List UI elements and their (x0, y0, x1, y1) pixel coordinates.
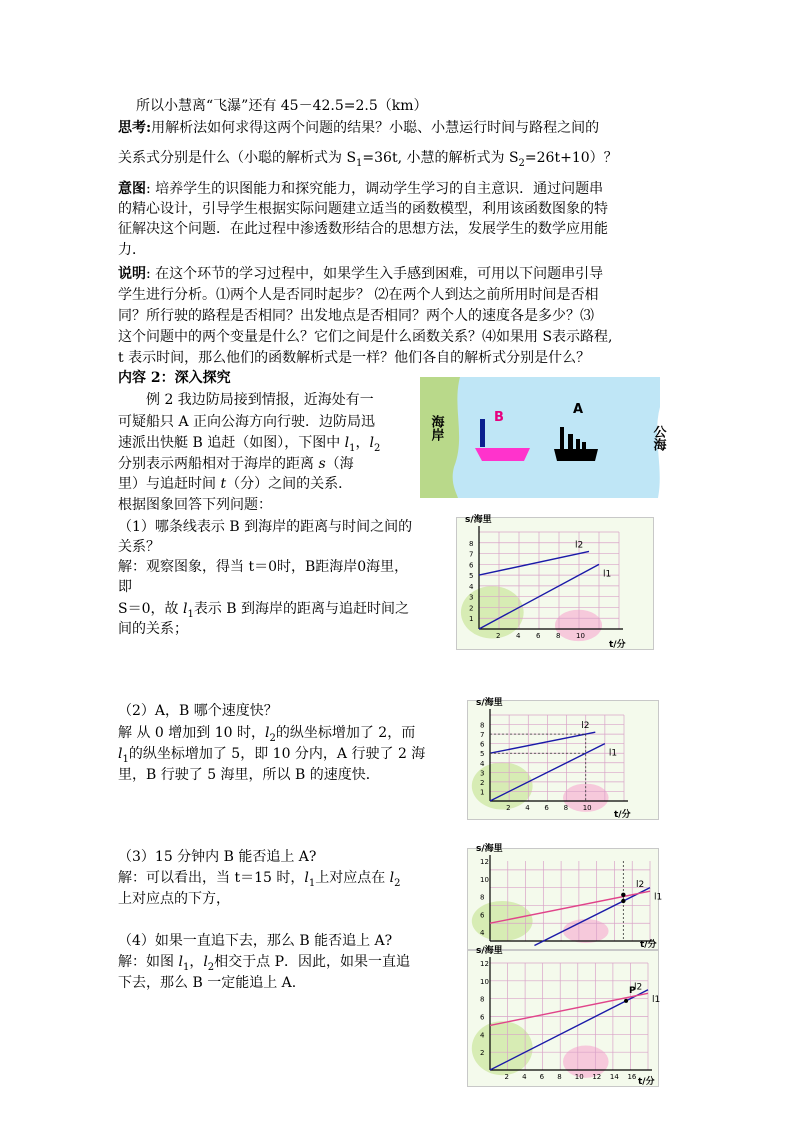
series-label-l2: l2 (636, 880, 645, 891)
y-axis-label: s/海里 (476, 698, 503, 708)
intent-label: 意图 (118, 181, 146, 197)
y-tick-label: 8 (480, 893, 485, 902)
intent-text: : 培养学生的识图能力和探究能力，调动学生学习的自主意识．通过问题串 (146, 181, 604, 197)
coast-scene-svg (420, 377, 675, 498)
var-l: l (264, 725, 270, 741)
x-tick-label: 6 (544, 804, 549, 812)
boat-a-label: A (573, 402, 584, 417)
note-line-3: 同？所行驶的路程是否相同？出发地点是否相同？两个人的速度各是多少？⑶ (118, 308, 594, 324)
q2-text: 的纵坐标增加了 2，而 (275, 725, 416, 741)
graph-1-svg (457, 515, 653, 650)
example-line-1: 例 2 我边防局接到情报，近海处有一 (146, 392, 374, 408)
point-p-label: P (629, 985, 636, 996)
y-axis-label: s/海里 (476, 844, 503, 854)
y-tick-label: 5 (480, 750, 485, 759)
graph-3 (467, 844, 663, 950)
x-tick-label: 8 (556, 632, 561, 640)
example-line-6: 根据图象回答下列问题： (118, 497, 272, 513)
q3-text: 上对应点在 (315, 870, 390, 886)
q1-line-2: 关系？ (118, 539, 160, 555)
y-tick-label: 10 (480, 875, 489, 884)
x-tick-label: 2 (506, 804, 511, 812)
boat-b-label: B (494, 410, 504, 425)
y-tick-label: 3 (469, 593, 474, 602)
graph-1 (456, 517, 654, 650)
y-tick-label: 1 (480, 788, 485, 797)
var-l: l (344, 435, 350, 451)
x-tick-label: 10 (576, 632, 585, 640)
series-label-l1: l1 (603, 569, 612, 580)
example-text: 分别表示两船相对于海岸的距离 (118, 456, 319, 472)
var-t: t (220, 476, 227, 492)
example-text: （分）之间的关系． (226, 476, 353, 492)
formula-part: =26t+10）？ (524, 150, 618, 166)
q4-text: 相交于点 P．因此，如果一直追 (214, 954, 411, 970)
y-tick-label: 1 (469, 615, 474, 624)
x-tick-label: 2 (496, 632, 501, 640)
y-tick-label: 2 (480, 1049, 485, 1058)
x-axis-label: t/分 (614, 810, 631, 820)
y-tick-label: 6 (480, 740, 485, 749)
var-l: l (369, 435, 374, 451)
graph-4-svg (468, 946, 661, 1087)
y-tick-label: 4 (469, 582, 474, 591)
y-tick-label: 3 (480, 769, 485, 778)
x-tick-label: 14 (609, 1073, 619, 1081)
q3-text: 解：可以看出，当 t＝15 时， (118, 870, 305, 886)
q2-line-4: 里，B 行驶了 5 海里，所以 B 的速度快． (118, 767, 380, 783)
series-label-l1: l1 (654, 892, 663, 903)
point-on-l2 (621, 893, 625, 897)
graph-3-svg (468, 844, 663, 950)
q1-line-1: （1）哪条线表示 B 到海岸的距离与时间之间的 (118, 519, 413, 535)
x-tick-label: 4 (522, 1073, 527, 1081)
coast-scene-figure (420, 377, 675, 498)
x-tick-label: 6 (539, 1073, 545, 1081)
formula-part: 关系式分别是什么（小聪的解析式为 S (118, 150, 357, 166)
x-axis-label: t/分 (609, 640, 626, 650)
q4-line-3: 下去，那么 B 一定能追上 A. (118, 975, 297, 991)
intersection-point (624, 999, 628, 1003)
var-sub: 2 (373, 442, 381, 454)
note-line-2: 学生进行分析。⑴两个人是否同时起步？ ⑵在两个人到达之前所用时间是否相 (118, 287, 599, 303)
y-tick-label: 4 (480, 929, 485, 938)
y-tick-label: 6 (480, 911, 485, 920)
example-text: 速派出快艇 B 追赶（如图），下图中 (118, 435, 345, 451)
y-tick-label: 6 (480, 1013, 485, 1022)
y-tick-label: 8 (469, 539, 474, 548)
var-l: l (203, 954, 208, 970)
x-axis-label: t/分 (640, 940, 657, 950)
series-label-l2: l2 (575, 540, 584, 551)
x-axis-label: t/分 (638, 1077, 655, 1087)
think-label: 思考: (118, 120, 152, 136)
x-tick-label: 12 (592, 1073, 602, 1081)
note-line-4: 这个问题中的两个变量是什么？它们之间是什么函数关系？⑷如果用 S表示路程, (118, 329, 613, 345)
note-line-5: t 表示时间，那么他们的函数解析式是一样？他们各自的解析式分别是什么？ (118, 350, 591, 366)
q3-line-3: 上对应点的下方， (118, 891, 230, 907)
var-sub: 2 (269, 732, 276, 744)
series-label-l1: l1 (652, 994, 661, 1005)
x-tick-label: 8 (563, 804, 569, 812)
x-tick-label: 16 (627, 1073, 637, 1081)
distance-result-line: 所以小慧离“飞瀑”还有 45－42.5=2.5（km） (136, 98, 428, 114)
y-tick-label: 12 (480, 960, 489, 968)
q1-text: 表示 B 到海岸的距离与追赶时间之 (193, 601, 410, 617)
var-l: l (304, 870, 309, 886)
note-text: : 在这个环节的学习过程中，如果学生入手感到困难，可用以下问题串引导 (146, 266, 604, 282)
var-l: l (182, 601, 188, 617)
q4-line-1: （4）如果一直追下去，那么 B 能否追上 A? (118, 933, 393, 949)
var-l: l (178, 954, 183, 970)
q2-text: 的纵坐标增加了 5，即 10 分内，A 行驶了 2 海 (128, 746, 426, 762)
var-sub: 1 (308, 877, 316, 889)
q2-text: 解 从 0 增加到 10 时， (118, 725, 265, 741)
graph-2 (467, 700, 659, 820)
var-sub: 2 (207, 961, 215, 973)
section-title: 内容 2：深入探究 (118, 370, 231, 386)
q1-line-6: 间的关系； (118, 621, 188, 637)
think-paragraph (118, 119, 599, 137)
y-axis-label: s/海里 (465, 515, 492, 525)
open-sea-label: 公海 (650, 425, 666, 451)
var-l: l (389, 870, 395, 886)
series-label-l1: l1 (608, 748, 618, 759)
x-tick-label: 8 (557, 1073, 562, 1081)
y-axis-label: s/海里 (476, 946, 503, 956)
coast-label: 海岸 (428, 415, 444, 441)
q3-line-1: （3）15 分钟内 B 能否追上 A? (118, 849, 317, 865)
series-label-l2: l2 (634, 982, 643, 993)
formula-part: =36t, 小慧的解析式为 S (362, 150, 519, 166)
var-s: s (318, 456, 326, 472)
y-tick-label: 2 (469, 604, 474, 613)
x-tick-label: 4 (525, 804, 530, 812)
formula-sub: 1 (356, 157, 363, 169)
y-tick-label: 7 (469, 550, 474, 559)
decor-flower (563, 1046, 609, 1078)
y-tick-label: 8 (480, 995, 485, 1004)
example-text: 里）与追赶时间 (118, 476, 221, 492)
var-sub: 1 (122, 753, 129, 765)
intent-line-4: 力． (118, 242, 146, 258)
point-on-l1 (621, 899, 625, 903)
example-line-4 (118, 455, 354, 473)
y-tick-label: 4 (480, 1031, 485, 1040)
series-label-l2: l2 (581, 721, 590, 732)
y-tick-label: 10 (480, 977, 489, 986)
var-sub: 1 (349, 442, 356, 454)
note-label: 说明 (118, 266, 146, 282)
intent-line-2: 的精心设计，引导学生根据实际问题建立适当的函数模型，利用该函数图象的特 (118, 201, 608, 217)
q1-line-3: 解：观察图象，得当 t＝0时，B距海岸0海里， (118, 559, 409, 575)
formula-sub: 2 (518, 157, 525, 169)
q2-line-1: （2）A，B 哪个速度快？ (118, 703, 278, 719)
example-line-2: 可疑船只 A 正向公海方向行驶．边防局迅 (118, 414, 376, 430)
graph-2-svg (468, 698, 658, 820)
note-line-1 (118, 265, 603, 283)
var-sub: 1 (187, 608, 194, 620)
x-tick-label: 10 (582, 804, 592, 812)
x-tick-label: 4 (516, 632, 521, 640)
var-sub: 1 (182, 961, 190, 973)
x-tick-label: 10 (574, 1073, 584, 1081)
example-line-5 (118, 475, 352, 493)
q4-text: ， (189, 954, 204, 970)
var-l: l (118, 746, 123, 762)
think-formula-line (118, 149, 618, 173)
y-tick-label: 7 (480, 731, 485, 740)
var-sub: 2 (394, 877, 401, 889)
q4-text: 解：如图 (118, 954, 179, 970)
y-tick-label: 5 (469, 572, 474, 581)
y-tick-label: 8 (480, 721, 485, 730)
intent-line-1 (118, 180, 603, 198)
y-tick-label: 12 (480, 858, 489, 866)
graph-4 (467, 946, 661, 1087)
y-tick-label: 6 (469, 561, 474, 570)
x-tick-label: 6 (536, 632, 541, 640)
example-text: （海 (325, 456, 354, 472)
y-tick-label: 2 (480, 778, 485, 787)
example-text: ， (355, 435, 370, 451)
intent-line-3: 征解决这个问题．在此过程中渗透数形结合的思想方法，发展学生的数学应用能 (118, 221, 608, 237)
y-tick-label: 4 (480, 759, 485, 768)
decor-flower (563, 919, 609, 943)
think-text: 用解析法如何求得这两个问题的结果？小聪、小慧运行时间与路程之间的 (151, 120, 600, 136)
q1-text: S＝0，故 (118, 601, 183, 617)
x-tick-label: 2 (504, 1073, 510, 1081)
q1-line-4: 即 (118, 579, 132, 595)
